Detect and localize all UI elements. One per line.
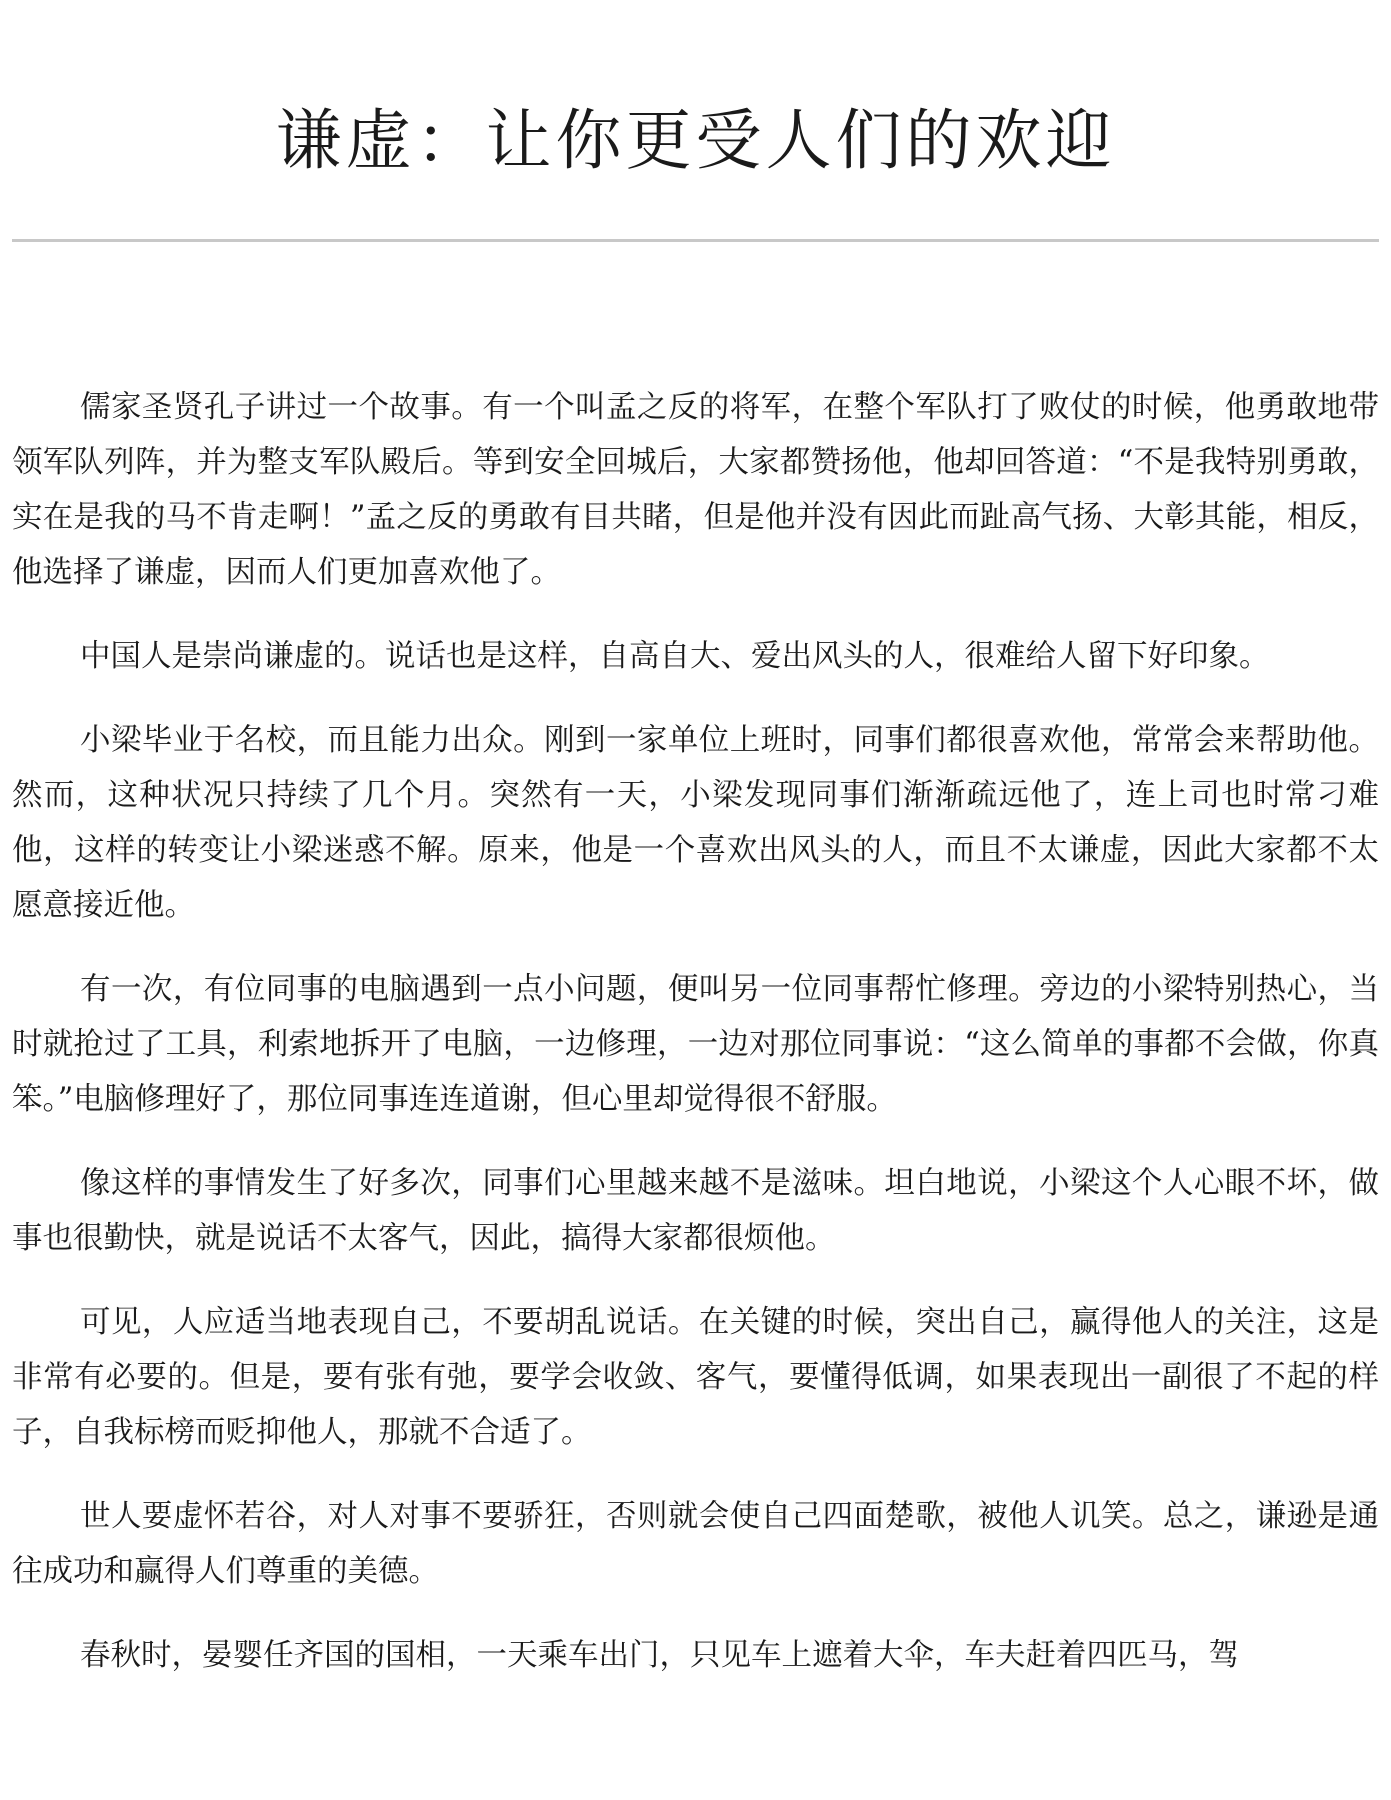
paragraph-7: 世人要虚怀若谷，对人对事不要骄狂，否则就会使自己四面楚歌，被他人讥笑。总之，谦逊是通往成功和赢得人们尊重的美德。	[12, 1499, 1379, 1589]
paragraph-4: 有一次，有位同事的电脑遇到一点小问题，便叫另一位同事帮忙修理。旁边的小梁特别热心，当时就抢过了工具，利索地拆开了电脑，一边修理，一边对那位同事说：“这么简单的事都不会做，你真笨。”电脑修理好了，那位同事连连道谢，但心里却觉得很不舒服。	[12, 972, 1379, 1117]
paragraph-5: 像这样的事情发生了好多次，同事们心里越来越不是滋味。坦白地说，小梁这个人心眼不坏，做事也很勤快，就是说话不太客气，因此，搞得大家都很烦他。	[12, 1166, 1379, 1256]
paragraph-2: 中国人是崇尚谦虚的。说话也是这样，自高自大、爱出风头的人，很难给人留下好印象。	[80, 639, 1270, 674]
page-title: 谦虚：让你更受人们的欢迎	[275, 102, 1116, 179]
paragraph-3: 小梁毕业于名校，而且能力出众。刚到一家单位上班时，同事们都很喜欢他，常常会来帮助他。然而，这种状况只持续了几个月。突然有一天，小梁发现同事们渐渐疏远他了，连上司也时常刁难他，这样的转变让小梁迷惑不解。原来，他是一个喜欢出风头的人，而且不太谦虚，因此大家都不太愿意接近他。	[12, 723, 1379, 923]
paragraph-6: 可见，人应适当地表现自己，不要胡乱说话。在关键的时候，突出自己，赢得他人的关注，这是非常有必要的。但是，要有张有弛，要学会收敛、客气，要懂得低调，如果表现出一副很了不起的样子，自我标榜而贬抑他人，那就不合适了。	[12, 1305, 1379, 1450]
paragraph-1: 儒家圣贤孔子讲过一个故事。有一个叫孟之反的将军，在整个军队打了败仗的时候，他勇敢地带领军队列阵，并为整支军队殿后。等到安全回城后，大家都赞扬他，他却回答道：“不是我特别勇敢，实在是我的马不肯走啊！”孟之反的勇敢有目共睹，但是他并没有因此而趾高气扬、大彰其能，相反，他选择了谦虚，因而人们更加喜欢他了。	[12, 390, 1379, 590]
paragraph-8: 春秋时，晏婴任齐国的国相，一天乘车出门，只见车上遮着大伞，车夫赶着四匹马，驾	[80, 1638, 1239, 1673]
title-divider	[12, 239, 1379, 242]
article-body	[12, 380, 1379, 1712]
